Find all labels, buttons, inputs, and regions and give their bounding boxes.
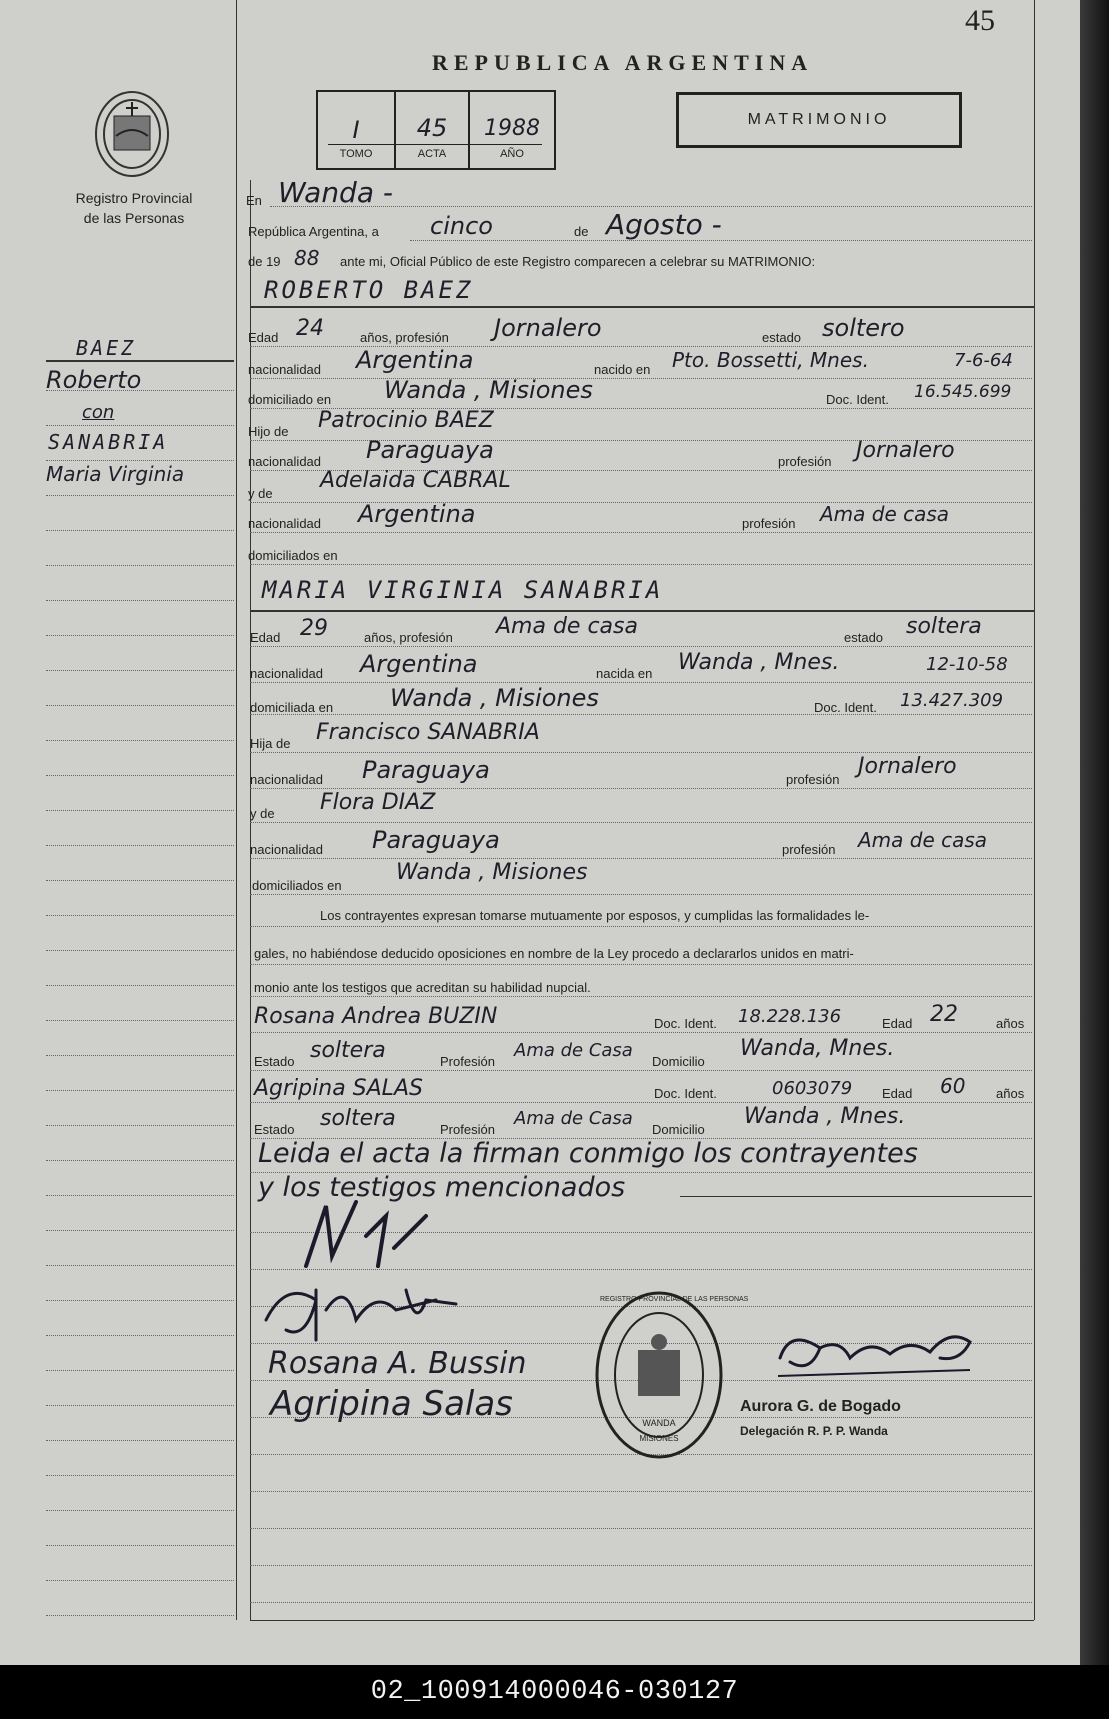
label-bride-mother-prof: profesión bbox=[782, 842, 836, 857]
margin-ruled-line bbox=[46, 1300, 234, 1301]
witness2-domicile: Wanda , Mnes. bbox=[744, 1104, 906, 1129]
margin-ruled-line bbox=[46, 740, 234, 741]
label-w2-domicilio: Domicilio bbox=[652, 1122, 705, 1137]
acta-value: 45 bbox=[416, 114, 448, 142]
seal-label-line2: de las Personas bbox=[83, 210, 185, 226]
label-groom-doc: Doc. Ident. bbox=[826, 392, 889, 407]
label-republica: República Argentina, a bbox=[248, 224, 379, 239]
witness1-status: soltera bbox=[310, 1038, 386, 1063]
label-en: En bbox=[246, 193, 262, 208]
label-bride-domiciliada: domiciliada en bbox=[250, 700, 334, 715]
groom-nationality: Argentina bbox=[356, 346, 474, 374]
groom-father-profession: Jornalero bbox=[856, 438, 955, 463]
label-groom-father-prof: profesión bbox=[778, 454, 832, 469]
body-ruled-line bbox=[250, 1602, 1032, 1603]
label-bride-estado: estado bbox=[844, 630, 884, 645]
bride-father-nationality: Paraguaya bbox=[362, 756, 490, 784]
margin-ruled-line bbox=[46, 950, 234, 951]
margin-ruled-line bbox=[46, 1020, 234, 1021]
groom-father-nationality: Paraguaya bbox=[366, 436, 494, 464]
witness1-name: Rosana Andrea BUZIN bbox=[254, 1004, 498, 1029]
margin-ruled-line bbox=[46, 845, 234, 846]
label-de: de bbox=[574, 224, 589, 239]
label-w1-doc: Doc. Ident. bbox=[654, 1016, 717, 1031]
closing-line2: y los testigos mencionados bbox=[258, 1172, 626, 1203]
witness2-signature: Agripina Salas bbox=[270, 1384, 513, 1424]
bride-mother-nationality: Paraguaya bbox=[372, 826, 500, 854]
witness1-age: 22 bbox=[930, 1002, 958, 1027]
official-name: Aurora G. de Bogado bbox=[740, 1398, 901, 1415]
margin-ruled-line bbox=[46, 1195, 234, 1196]
witness1-domicile: Wanda, Mnes. bbox=[740, 1036, 895, 1061]
margin-ruled-line bbox=[46, 810, 234, 811]
margin-ruled-line bbox=[46, 1615, 234, 1616]
witness1-doc: 18.228.136 bbox=[738, 1006, 842, 1027]
tomo-value: I bbox=[352, 116, 360, 144]
witness2-name: Agripina SALAS bbox=[254, 1076, 423, 1101]
label-w2-anos: años bbox=[996, 1086, 1025, 1101]
margin-ruled-line bbox=[46, 600, 234, 601]
margin-name-baez: BAEZ bbox=[76, 336, 137, 360]
margin-ruled-line bbox=[46, 530, 234, 531]
label-groom-father-nac: nacionalidad bbox=[248, 454, 322, 469]
margin-ruled-line bbox=[46, 495, 234, 496]
tomo-label: TOMO bbox=[339, 148, 373, 160]
coat-of-arms-icon bbox=[92, 88, 172, 180]
label-bride-father-prof: profesión bbox=[786, 772, 840, 787]
label-groom-y-de: y de bbox=[248, 486, 273, 501]
label-de-year: de 19 bbox=[248, 254, 281, 269]
label-groom-domiciliados: domiciliados en bbox=[248, 548, 338, 563]
margin-ruled-line bbox=[46, 1265, 234, 1266]
label-w1-domicilio: Domicilio bbox=[652, 1054, 705, 1069]
act-year: 88 bbox=[294, 246, 320, 270]
groom-name: ROBERTO BAEZ bbox=[264, 276, 474, 304]
margin-ruled-line bbox=[46, 1545, 234, 1546]
witness1-signature: Rosana A. Bussin bbox=[268, 1346, 527, 1381]
image-caption: 02_100914000046-030127 bbox=[0, 1665, 1109, 1719]
margin-name-maria: Maria Virginia bbox=[46, 462, 185, 486]
bride-parents-domicile: Wanda , Misiones bbox=[396, 860, 588, 885]
bride-age: 29 bbox=[300, 616, 328, 641]
label-groom-edad: Edad bbox=[248, 330, 279, 345]
label-bride-mother-nac: nacionalidad bbox=[250, 842, 324, 857]
bottom-line bbox=[250, 1620, 1034, 1621]
label-groom-estado: estado bbox=[762, 330, 802, 345]
margin-ruled-line bbox=[46, 1090, 234, 1091]
margin-ruled-line bbox=[46, 1230, 234, 1231]
official-delegation: Delegación R. P. P. Wanda bbox=[740, 1424, 888, 1438]
witness2-profession: Ama de Casa bbox=[514, 1108, 633, 1129]
label-hijo-de: Hijo de bbox=[248, 424, 289, 439]
margin-name-con: con bbox=[82, 402, 115, 423]
act-month: Agosto - bbox=[606, 208, 722, 241]
margin-ruled-line bbox=[46, 705, 234, 706]
paragraph-line1: Los contrayentes expresan tomarse mutuamente por esposos, y cumplidas las formalidades le- bbox=[320, 908, 870, 923]
label-groom-domiciliado: domiciliado en bbox=[248, 392, 332, 407]
margin-ruled-line bbox=[46, 880, 234, 881]
official-signature bbox=[770, 1318, 980, 1388]
body-ruled-line bbox=[250, 1491, 1032, 1492]
groom-birthplace: Pto. Bossetti, Mnes. bbox=[672, 348, 869, 372]
stamp-text: REGISTRO PROVINCIAL DE LAS PERSONAS bbox=[600, 1296, 749, 1303]
body-ruled-line bbox=[250, 1528, 1032, 1529]
label-bride-nacida-en: nacida en bbox=[596, 666, 653, 681]
margin-name-roberto: Roberto bbox=[46, 366, 142, 394]
closing-line1: Leida el acta la firman conmigo los contrayentes bbox=[258, 1138, 918, 1169]
margin-ruled-line bbox=[46, 985, 234, 986]
margin-ruled-line bbox=[46, 1160, 234, 1161]
anio-label: AÑO bbox=[500, 148, 524, 160]
label-hija-de: Hija de bbox=[250, 736, 291, 751]
witness2-status: soltera bbox=[320, 1106, 396, 1131]
bride-nationality: Argentina bbox=[360, 650, 478, 678]
anio-value: 1988 bbox=[484, 116, 540, 141]
bride-signature bbox=[256, 1270, 476, 1350]
margin-ruled-line bbox=[46, 1370, 234, 1371]
margin-ruled-line bbox=[46, 1440, 234, 1441]
margin-ruled-line bbox=[46, 1580, 234, 1581]
margin-ruled-line bbox=[46, 635, 234, 636]
margin-ruled-line bbox=[46, 460, 234, 461]
margin-ruled-line bbox=[46, 1055, 234, 1056]
margin-ruled-line bbox=[46, 1510, 234, 1511]
margin-name-sanabria: SANABRIA bbox=[48, 430, 169, 454]
label-bride-nacionalidad: nacionalidad bbox=[250, 666, 324, 681]
margin-ruled-line bbox=[46, 1335, 234, 1336]
body-ruled-line bbox=[250, 1565, 1032, 1566]
label-w2-doc: Doc. Ident. bbox=[654, 1086, 717, 1101]
label-bride-anos-prof: años, profesión bbox=[364, 630, 453, 645]
margin-ruled-line bbox=[46, 565, 234, 566]
label-groom-mother-prof: profesión bbox=[742, 516, 796, 531]
label-bride-edad: Edad bbox=[250, 630, 281, 645]
label-w1-profesion: Profesión bbox=[440, 1054, 495, 1069]
margin-ruled-line bbox=[46, 425, 234, 426]
act-day: cinco bbox=[430, 212, 493, 240]
label-w2-estado: Estado bbox=[254, 1122, 295, 1137]
label-w2-edad: Edad bbox=[882, 1086, 913, 1101]
paragraph-line2: gales, no habiéndose deducido oposiciones en nombre de la Ley procedo a declararlos unidos en matri- bbox=[254, 946, 854, 961]
label-groom-anos-prof: años, profesión bbox=[360, 330, 449, 345]
groom-domicile: Wanda , Misiones bbox=[384, 376, 593, 404]
left-margin-line bbox=[236, 0, 237, 1620]
stamp-bottom: WANDA bbox=[642, 1418, 676, 1428]
label-groom-nacionalidad: nacionalidad bbox=[248, 362, 322, 377]
label-bride-doc: Doc. Ident. bbox=[814, 700, 877, 715]
acta-label: ACTA bbox=[417, 148, 447, 160]
label-w1-anos: años bbox=[996, 1016, 1025, 1031]
stamp-bottom2: MISIONES bbox=[639, 1434, 679, 1443]
bride-profession: Ama de casa bbox=[496, 614, 638, 639]
label-groom-mother-nac: nacionalidad bbox=[248, 516, 322, 531]
doc-type-box bbox=[676, 92, 962, 148]
registry-box bbox=[316, 90, 556, 170]
label-groom-nacido-en: nacido en bbox=[594, 362, 651, 377]
margin-ruled-line bbox=[46, 1125, 234, 1126]
bride-mother-profession: Ama de casa bbox=[858, 828, 988, 852]
bride-father: Francisco SANABRIA bbox=[316, 720, 540, 745]
label-w2-profesion: Profesión bbox=[440, 1122, 495, 1137]
groom-mother-profession: Ama de casa bbox=[820, 502, 950, 526]
label-bride-father-nac: nacionalidad bbox=[250, 772, 324, 787]
margin-ruled-line bbox=[46, 1475, 234, 1476]
bride-status: soltera bbox=[906, 614, 982, 639]
margin-ruled-line bbox=[46, 915, 234, 916]
country-title: REPUBLICA ARGENTINA bbox=[432, 50, 814, 75]
bride-birthdate: 12-10-58 bbox=[926, 654, 1008, 675]
book-binding bbox=[1080, 0, 1109, 1665]
margin-ruled-line bbox=[46, 1405, 234, 1406]
label-w1-edad: Edad bbox=[882, 1016, 913, 1031]
bride-doc: 13.427.309 bbox=[900, 690, 1004, 711]
witness2-doc: 0603079 bbox=[772, 1078, 853, 1099]
registry-stamp bbox=[594, 1290, 749, 1460]
act-place: Wanda - bbox=[278, 176, 393, 209]
page-number: 45 bbox=[965, 4, 995, 37]
form-right-line bbox=[1034, 0, 1035, 1620]
groom-birthdate: 7-6-64 bbox=[954, 350, 1013, 371]
bride-birthplace: Wanda , Mnes. bbox=[678, 650, 840, 675]
groom-father: Patrocinio BAEZ bbox=[318, 408, 494, 433]
label-bride-y-de: y de bbox=[250, 806, 275, 821]
witness1-profession: Ama de Casa bbox=[514, 1040, 633, 1061]
label-w1-estado: Estado bbox=[254, 1054, 295, 1069]
groom-status: soltero bbox=[822, 314, 905, 342]
label-comparecen: ante mi, Oficial Público de este Registro comparecen a celebrar su MATRIMONIO: bbox=[340, 254, 816, 269]
seal-label-line1: Registro Provincial bbox=[75, 190, 193, 206]
witness2-age: 60 bbox=[940, 1074, 966, 1098]
bride-mother: Flora DIAZ bbox=[320, 790, 436, 815]
groom-doc: 16.545.699 bbox=[914, 382, 1012, 402]
groom-profession: Jornalero bbox=[494, 314, 602, 342]
groom-mother: Adelaida CABRAL bbox=[320, 468, 511, 493]
paragraph-line3: monio ante los testigos que acreditan su habilidad nupcial. bbox=[254, 980, 591, 995]
groom-signature bbox=[286, 1196, 446, 1276]
doc-type: MATRIMONIO bbox=[747, 111, 891, 128]
bride-name: MARIA VIRGINIA SANABRIA bbox=[262, 576, 664, 604]
bride-domicile: Wanda , Misiones bbox=[390, 684, 599, 712]
groom-mother-nationality: Argentina bbox=[358, 500, 476, 528]
bride-father-profession: Jornalero bbox=[858, 754, 957, 779]
margin-ruled-line bbox=[46, 775, 234, 776]
margin-ruled-line bbox=[46, 670, 234, 671]
label-bride-domiciliados: domiciliados en bbox=[252, 878, 342, 893]
groom-age: 24 bbox=[296, 316, 324, 341]
